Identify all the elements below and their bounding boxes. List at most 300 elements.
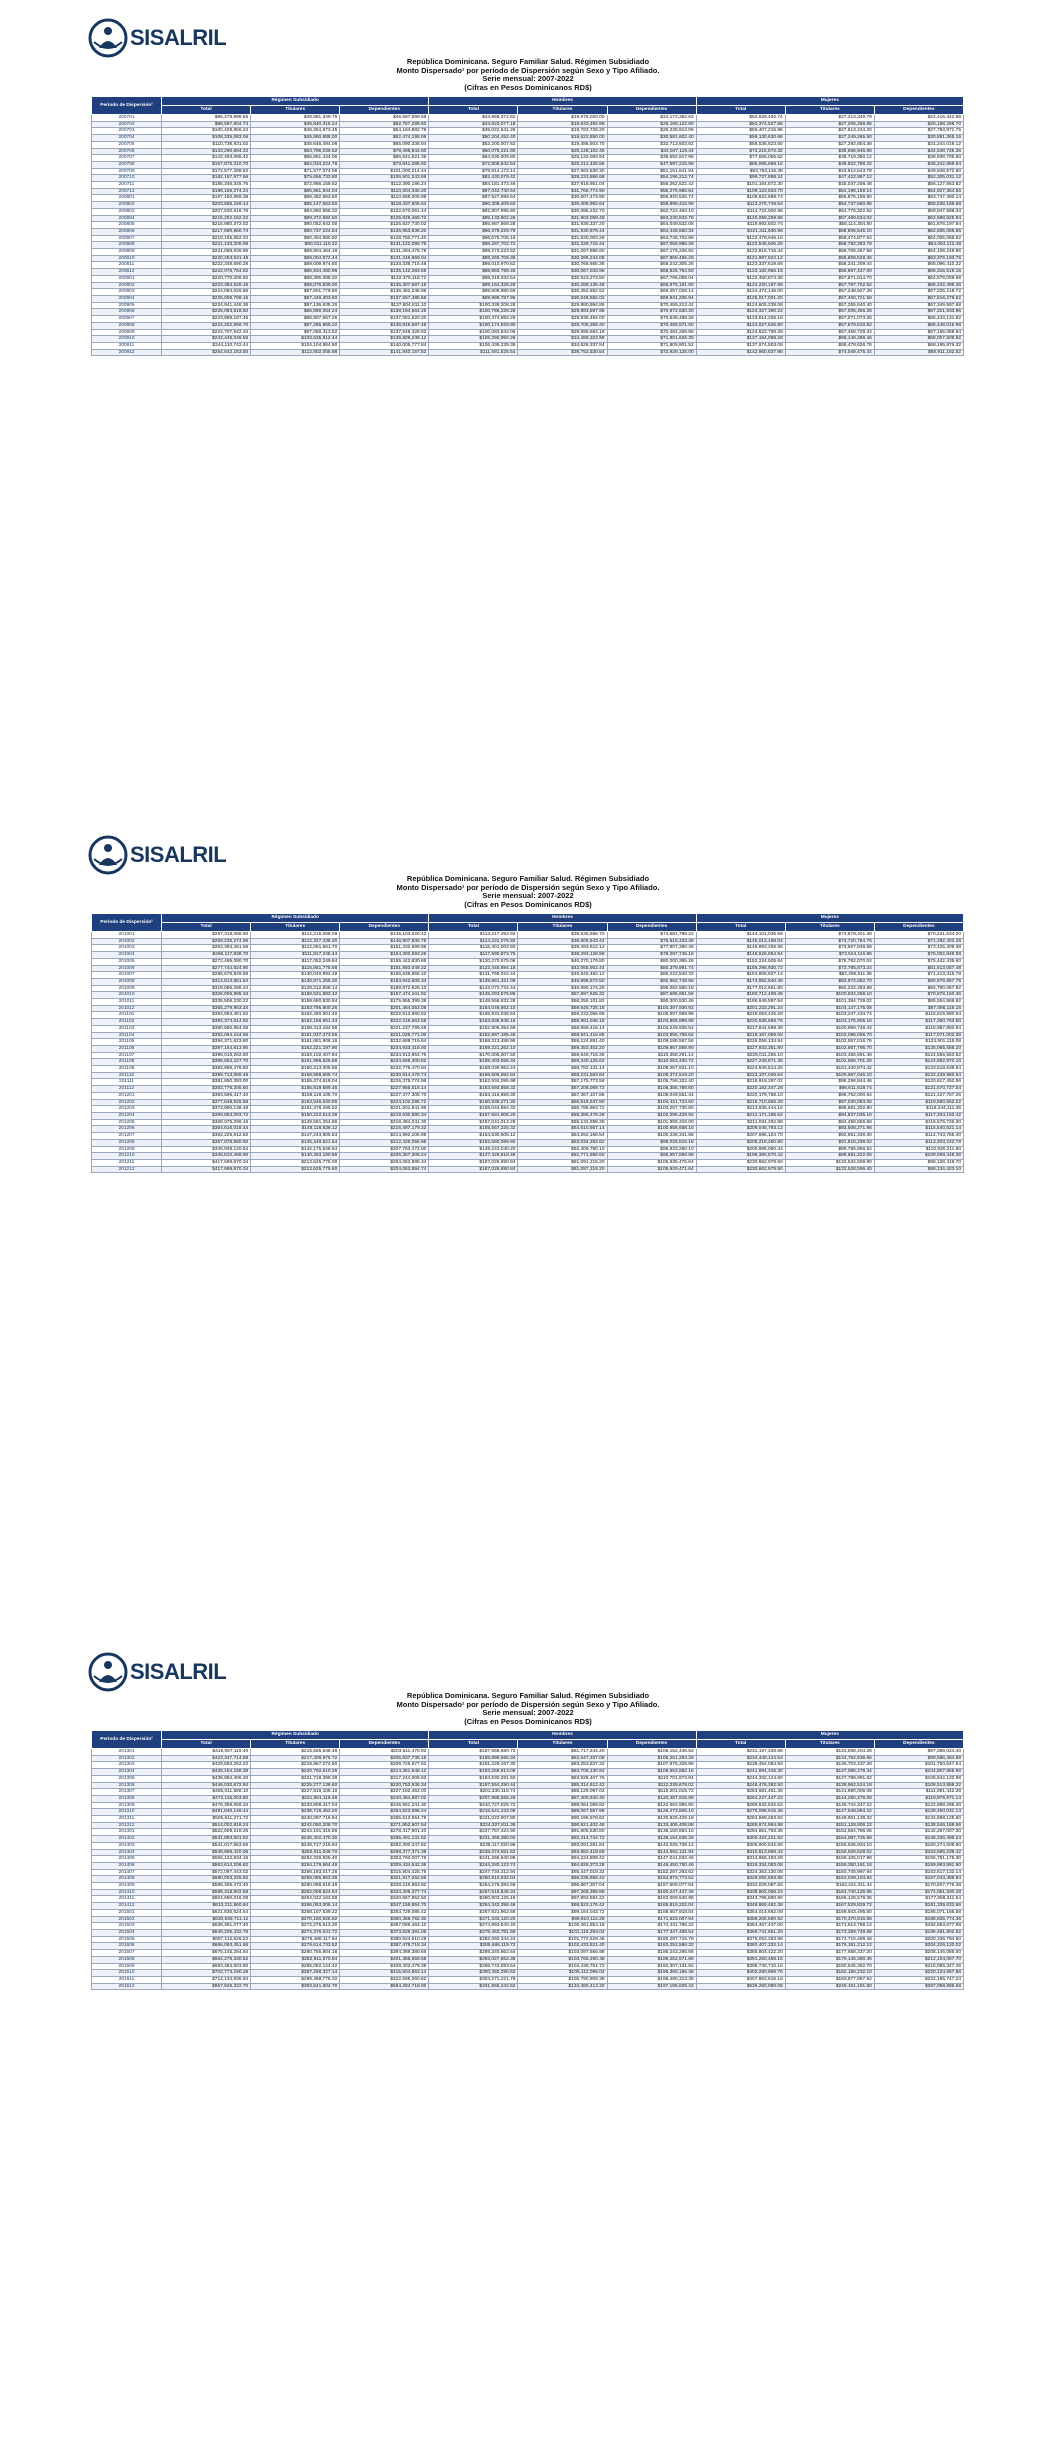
amount-cell: $87,601,779.80 bbox=[251, 289, 340, 296]
amount-cell: $87,400,640.40 bbox=[518, 1795, 607, 1802]
amount-cell: $155,625,934.10 bbox=[785, 1842, 874, 1849]
amount-cell: $77,907,390.48 bbox=[607, 945, 696, 952]
amount-cell: $94,224,808.42 bbox=[518, 1856, 607, 1863]
amount-cell: $223,384,526.16 bbox=[162, 282, 251, 289]
table-row bbox=[92, 1159, 964, 1166]
table-row bbox=[92, 329, 964, 336]
amount-cell: $112,327,438.20 bbox=[251, 938, 340, 945]
amount-cell: $78,814,172.14 bbox=[429, 168, 518, 175]
amount-cell: $248,476,382.50 bbox=[696, 1782, 785, 1789]
amount-cell: $71,801,626.30 bbox=[607, 336, 696, 343]
amount-cell: $58,538,188.68 bbox=[874, 202, 963, 209]
amount-cell: $271,333,120.20 bbox=[429, 1916, 518, 1923]
amount-cell: $136,482,246.86 bbox=[340, 289, 429, 296]
amount-cell: $300,424,221.82 bbox=[696, 1836, 785, 1843]
amount-cell: $24,416,342.96 bbox=[874, 115, 963, 122]
table-row bbox=[92, 235, 964, 242]
amount-cell: $96,675,706.16 bbox=[429, 235, 518, 242]
amount-cell: $130,871,255.20 bbox=[251, 978, 340, 985]
amount-cell: $92,951,339.30 bbox=[785, 1133, 874, 1140]
amount-cell: $114,222,076.92 bbox=[429, 938, 518, 945]
amount-cell: $223,989,187.46 bbox=[162, 316, 251, 323]
amount-cell: $73,524,116.86 bbox=[785, 952, 874, 959]
amount-cell: $170,607,776.38 bbox=[874, 1883, 963, 1890]
amount-cell: $29,706,358.40 bbox=[518, 322, 607, 329]
amount-cell: $203,511,470.92 bbox=[340, 1749, 429, 1756]
table-row bbox=[92, 302, 964, 309]
amount-cell: $100,461,854.18 bbox=[518, 1923, 607, 1930]
amount-cell: $191,229,167.30 bbox=[429, 1762, 518, 1769]
table-row bbox=[92, 1025, 964, 1032]
dispersion-table bbox=[91, 1730, 964, 1990]
amount-cell: $62,722,463.10 bbox=[607, 208, 696, 215]
period-cell: 201404 bbox=[92, 1849, 162, 1856]
amount-cell: $693,484,603.80 bbox=[162, 1963, 251, 1970]
amount-cell: $220,182,347.28 bbox=[696, 1086, 785, 1093]
amount-cell: $168,039,962.24 bbox=[429, 1066, 518, 1073]
amount-cell: $58,806,545.10 bbox=[785, 228, 874, 235]
amount-cell: $110,358,291.14 bbox=[607, 1052, 696, 1059]
amount-cell: $19,783,728.20 bbox=[518, 128, 607, 135]
amount-cell: $132,534,559.80 bbox=[785, 1159, 874, 1166]
amount-cell: $110,204,330.20 bbox=[340, 188, 429, 195]
amount-cell: $105,112,095.04 bbox=[518, 1970, 607, 1977]
amount-cell: $71,577,074.08 bbox=[251, 168, 340, 175]
amount-cell: $402,280,899.76 bbox=[696, 1970, 785, 1977]
amount-cell: $25,212,426.56 bbox=[518, 161, 607, 168]
amount-cell: $130,040,993.48 bbox=[251, 972, 340, 979]
column-group-hombres: Hombres bbox=[429, 914, 696, 923]
period-cell: 201109 bbox=[92, 1066, 162, 1073]
column-header-total: Total bbox=[162, 923, 251, 932]
amount-cell: $166,606,082.84 bbox=[429, 1072, 518, 1079]
amount-cell: $38,752,530.54 bbox=[518, 349, 607, 356]
amount-cell: $145,293,576.88 bbox=[429, 992, 518, 999]
amount-cell: $186,949,597.94 bbox=[696, 999, 785, 1006]
table-row bbox=[92, 175, 964, 182]
amount-cell: $38,535,666.70 bbox=[518, 932, 607, 939]
amount-cell: $139,809,236.12 bbox=[340, 336, 429, 343]
table-row bbox=[92, 135, 964, 142]
amount-cell: $51,151,641.84 bbox=[607, 168, 696, 175]
column-group-hombres: Hombres bbox=[429, 97, 696, 106]
amount-cell: $75,002,848.08 bbox=[874, 952, 963, 959]
table-row bbox=[92, 1079, 964, 1086]
amount-cell: $116,401,002.60 bbox=[429, 945, 518, 952]
amount-cell: $429,683,252.22 bbox=[162, 1762, 251, 1769]
period-cell: 201309 bbox=[92, 1802, 162, 1809]
amount-cell: $387,098,888.58 bbox=[874, 1983, 963, 1990]
amount-cell: $86,129,097.02 bbox=[518, 1789, 607, 1796]
amount-cell: $125,017,001.20 bbox=[696, 295, 785, 302]
amount-cell: $145,103,020.42 bbox=[340, 932, 429, 939]
amount-cell: $70,872,630.30 bbox=[607, 309, 696, 316]
period-cell: 201002 bbox=[92, 938, 162, 945]
amount-cell: $144,692,131.94 bbox=[607, 1849, 696, 1856]
period-cell: 201307 bbox=[92, 1789, 162, 1796]
amount-cell: $186,243,295.66 bbox=[607, 1950, 696, 1957]
amount-cell: $84,181,473.46 bbox=[429, 182, 518, 189]
amount-cell: $100,667,046.10 bbox=[785, 1072, 874, 1079]
amount-cell: $221,501,841.96 bbox=[340, 1106, 429, 1113]
column-group-mujeres: Mujeres bbox=[696, 97, 963, 106]
amount-cell: $417,689,670.34 bbox=[162, 1159, 251, 1166]
amount-cell: $101,772,628.46 bbox=[518, 1936, 607, 1943]
amount-cell: $102,867,795.70 bbox=[785, 1045, 874, 1052]
amount-cell: $55,385,478.28 bbox=[518, 1112, 607, 1119]
amount-cell: $171,813,759.12 bbox=[785, 1923, 874, 1930]
amount-cell: $27,793,971.75 bbox=[874, 128, 963, 135]
amount-cell: $286,676,849.58 bbox=[162, 972, 251, 979]
amount-cell: $137,674,503.08 bbox=[696, 342, 785, 349]
period-cell: 200701 bbox=[92, 115, 162, 122]
amount-cell: $185,346,345.76 bbox=[162, 182, 251, 189]
amount-cell: $162,934,095.98 bbox=[429, 1079, 518, 1086]
amount-cell: $58,474,877.64 bbox=[785, 235, 874, 242]
amount-cell: $109,553,682.16 bbox=[607, 1769, 696, 1776]
amount-cell: $122,845,506.26 bbox=[696, 242, 785, 249]
amount-cell: $38,493,612.12 bbox=[518, 945, 607, 952]
amount-cell: $187,026,690.84 bbox=[429, 1159, 518, 1166]
amount-cell: $79,495,844.60 bbox=[340, 148, 429, 155]
column-header-period: Período de Dispersión² bbox=[92, 1731, 162, 1749]
column-header-total: Total bbox=[696, 1740, 785, 1749]
period-cell: 201509 bbox=[92, 1963, 162, 1970]
amount-cell: $57,400,721.58 bbox=[785, 295, 874, 302]
table-row bbox=[92, 282, 964, 289]
amount-cell: $108,513,858.32 bbox=[874, 1782, 963, 1789]
table-row bbox=[92, 945, 964, 952]
amount-cell: $262,009,524.84 bbox=[251, 1889, 340, 1896]
period-cell: 201304 bbox=[92, 1769, 162, 1776]
amount-cell: $72,956,159.52 bbox=[251, 182, 340, 189]
amount-cell: $244,191,316.86 bbox=[251, 1829, 340, 1836]
table-row bbox=[92, 999, 964, 1006]
period-cell: 201504 bbox=[92, 1929, 162, 1936]
amount-cell: $217,409,976.72 bbox=[251, 1755, 340, 1762]
amount-cell: $193,259,813.08 bbox=[429, 1769, 518, 1776]
amount-cell: $160,213,005.56 bbox=[251, 1066, 340, 1073]
amount-cell: $162,156,951.34 bbox=[251, 1019, 340, 1026]
amount-cell: $234,933,416.00 bbox=[340, 1045, 429, 1052]
amount-cell: $220,179,758.10 bbox=[696, 1092, 785, 1099]
amount-cell: $113,217,452.92 bbox=[429, 932, 518, 939]
amount-cell: $34,626,337.84 bbox=[518, 342, 607, 349]
amount-cell: $69,146,488.46 bbox=[785, 336, 874, 343]
column-header-dependientes: Dependientes bbox=[607, 106, 696, 115]
period-cell: 200905 bbox=[92, 302, 162, 309]
amount-cell: $30,289,136.48 bbox=[518, 282, 607, 289]
amount-cell: $124,327,390.22 bbox=[696, 309, 785, 316]
amount-cell: $702,773,190.28 bbox=[162, 1970, 251, 1977]
period-cell: 200712 bbox=[92, 188, 162, 195]
amount-cell: $165,931,036.64 bbox=[429, 1012, 518, 1019]
amount-cell: $216,710,655.28 bbox=[696, 1099, 785, 1106]
period-cell: 201108 bbox=[92, 1059, 162, 1066]
period-cell: 200806 bbox=[92, 228, 162, 235]
amount-cell: $446,030,672.94 bbox=[162, 1782, 251, 1789]
amount-cell: $100,174,929.90 bbox=[429, 322, 518, 329]
period-cell: 201508 bbox=[92, 1956, 162, 1963]
amount-cell: $176,181,212.12 bbox=[785, 1943, 874, 1950]
amount-cell: $98,597,604.74 bbox=[162, 121, 251, 128]
amount-cell: $134,688,125.60 bbox=[874, 1816, 963, 1823]
table-row bbox=[92, 208, 964, 215]
amount-cell: $55,276,965.64 bbox=[607, 188, 696, 195]
period-cell: 200907 bbox=[92, 316, 162, 323]
amount-cell: $222,513,960.52 bbox=[340, 1012, 429, 1019]
amount-cell: $54,610,567.14 bbox=[518, 1126, 607, 1133]
amount-cell: $397,154,613.90 bbox=[162, 1045, 251, 1052]
sisalril-emblem-icon bbox=[88, 1652, 128, 1692]
amount-cell: $63,230,843.78 bbox=[607, 215, 696, 222]
amount-cell: $155,819,689.46 bbox=[251, 1086, 340, 1093]
amount-cell: $244,110,742.44 bbox=[162, 342, 251, 349]
amount-cell: $328,216,853.92 bbox=[340, 1883, 429, 1890]
amount-cell: $157,041,013.28 bbox=[429, 1119, 518, 1126]
amount-cell: $296,743,893.64 bbox=[429, 1963, 518, 1970]
amount-cell: $224,102,285.72 bbox=[340, 1099, 429, 1106]
period-cell: 200808 bbox=[92, 242, 162, 249]
amount-cell: $89,004,872.44 bbox=[251, 255, 340, 262]
amount-cell: $181,339,632.66 bbox=[874, 1903, 963, 1910]
amount-cell: $272,495,080.70 bbox=[162, 958, 251, 965]
amount-cell: $31,097,996.60 bbox=[518, 249, 607, 256]
period-cell: 201403 bbox=[92, 1842, 162, 1849]
amount-cell: $67,225,218.72 bbox=[874, 289, 963, 296]
amount-cell: $531,893,601.82 bbox=[162, 1836, 251, 1843]
amount-cell: $479,359,658.34 bbox=[162, 1802, 251, 1809]
amount-cell: $46,264,973.45 bbox=[251, 128, 340, 135]
amount-cell: $218,916,297.02 bbox=[696, 1079, 785, 1086]
amount-cell: $556,122,834.16 bbox=[162, 1856, 251, 1863]
amount-cell: $137,081,620.20 bbox=[340, 316, 429, 323]
amount-cell: $58,130,630.66 bbox=[696, 135, 785, 142]
sisalril-emblem-icon bbox=[88, 835, 128, 875]
amount-cell: $122,439,960.54 bbox=[874, 1072, 963, 1079]
amount-cell: $29,893,597.98 bbox=[518, 309, 607, 316]
column-header-dependientes: Dependientes bbox=[874, 106, 963, 115]
amount-cell: $67,165,068.94 bbox=[874, 329, 963, 336]
amount-cell: $196,166,274.24 bbox=[162, 188, 251, 195]
amount-cell: $99,609,880.66 bbox=[429, 289, 518, 296]
amount-cell: $126,953,636.20 bbox=[340, 228, 429, 235]
amount-cell: $289,340,862.64 bbox=[429, 1950, 518, 1957]
amount-cell: $675,145,284.84 bbox=[162, 1950, 251, 1957]
amount-cell: $68,826,764.50 bbox=[607, 269, 696, 276]
amount-cell: $110,930,211.90 bbox=[874, 1146, 963, 1153]
amount-cell: $56,516,547.80 bbox=[518, 1099, 607, 1106]
report-page bbox=[0, 817, 1056, 1636]
column-header-period: Período de Dispersión² bbox=[92, 914, 162, 932]
amount-cell: $258,085,963.36 bbox=[251, 1876, 340, 1883]
amount-cell: $197,150,669.38 bbox=[162, 195, 251, 202]
amount-cell: $321,917,262.56 bbox=[340, 1876, 429, 1883]
table-row bbox=[92, 262, 964, 269]
amount-cell: $380,650,954.06 bbox=[162, 1025, 251, 1032]
amount-cell: $85,314,612.42 bbox=[518, 1782, 607, 1789]
amount-cell: $149,243,040.20 bbox=[429, 1146, 518, 1153]
table-row bbox=[92, 195, 964, 202]
amount-cell: $99,810,112.26 bbox=[518, 1916, 607, 1923]
period-cell: 201302 bbox=[92, 1755, 162, 1762]
period-cell: 200705 bbox=[92, 141, 162, 148]
amount-cell: $119,976,971.14 bbox=[874, 1795, 963, 1802]
amount-cell: $144,250,476.08 bbox=[785, 1795, 874, 1802]
amount-cell: $101,430,874.42 bbox=[785, 1066, 874, 1073]
period-cell: 201510 bbox=[92, 1970, 162, 1977]
sisalril-logo bbox=[88, 18, 226, 58]
amount-cell: $59,646,716.36 bbox=[518, 1052, 607, 1059]
amount-cell: $349,939,120.64 bbox=[162, 1146, 251, 1153]
amount-cell: $86,934,480.96 bbox=[251, 269, 340, 276]
amount-cell: $122,479,946.16 bbox=[696, 235, 785, 242]
amount-cell: $278,614,733.52 bbox=[251, 1943, 340, 1950]
period-cell: 201311 bbox=[92, 1816, 162, 1823]
column-group-hombres: Hombres bbox=[429, 1731, 696, 1740]
column-header-titulares: Titulares bbox=[518, 106, 607, 115]
amount-cell: $221,026,771.00 bbox=[340, 1032, 429, 1039]
period-cell: 200803 bbox=[92, 208, 162, 215]
period-cell: 200911 bbox=[92, 342, 162, 349]
amount-cell: $98,273,223.52 bbox=[429, 249, 518, 256]
amount-cell: $156,635,856.10 bbox=[340, 972, 429, 979]
amount-cell: $175,855,399.38 bbox=[340, 999, 429, 1006]
amount-cell: $28,233,866.68 bbox=[518, 175, 607, 182]
amount-cell: $103,635,812.44 bbox=[251, 336, 340, 343]
amount-cell: $79,878,150.36 bbox=[874, 992, 963, 999]
amount-cell: $398,016,262.60 bbox=[162, 1052, 251, 1059]
amount-cell: $161,037,473.56 bbox=[251, 1032, 340, 1039]
amount-cell: $125,927,730.02 bbox=[340, 222, 429, 229]
amount-cell: $59,899,416.96 bbox=[607, 202, 696, 209]
table-row bbox=[92, 1976, 964, 1983]
table-row bbox=[92, 1883, 964, 1890]
period-cell: 200706 bbox=[92, 148, 162, 155]
amount-cell: $180,287,715.78 bbox=[607, 1936, 696, 1943]
amount-cell: $144,101,035.58 bbox=[696, 932, 785, 939]
amount-cell: $212,429,058.96 bbox=[340, 1139, 429, 1146]
amount-cell: $160,938,271.30 bbox=[429, 1099, 518, 1106]
amount-cell: $285,491,131.52 bbox=[340, 1836, 429, 1843]
amount-cell: $140,005,777.84 bbox=[340, 342, 429, 349]
amount-cell: $53,747,480.14 bbox=[874, 195, 963, 202]
amount-cell: $52,200,007.52 bbox=[429, 141, 518, 148]
period-cell: 200711 bbox=[92, 182, 162, 189]
table-row bbox=[92, 1849, 964, 1856]
amount-cell: $86,482,663.50 bbox=[251, 195, 340, 202]
amount-cell: $99,989,787.96 bbox=[429, 295, 518, 302]
amount-cell: $383,776,205.60 bbox=[162, 1086, 251, 1093]
amount-cell: $24,173,352.62 bbox=[607, 115, 696, 122]
amount-cell: $64,109,248.86 bbox=[874, 249, 963, 256]
amount-cell: $30,067,033.96 bbox=[518, 269, 607, 276]
amount-cell: $57,208,069.72 bbox=[518, 1086, 607, 1093]
amount-cell: $139,154,635.28 bbox=[607, 1836, 696, 1843]
amount-cell: $204,226,120.02 bbox=[874, 1943, 963, 1950]
amount-cell: $142,025,739.12 bbox=[607, 1842, 696, 1849]
amount-cell: $57,871,814.70 bbox=[785, 275, 874, 282]
period-cell: 200809 bbox=[92, 249, 162, 256]
amount-cell: $100,083,844.06 bbox=[429, 329, 518, 336]
amount-cell: $128,450,031.14 bbox=[874, 1809, 963, 1816]
amount-cell: $98,265,709.36 bbox=[429, 255, 518, 262]
amount-cell: $214,361,548.12 bbox=[340, 1769, 429, 1776]
amount-cell: $146,993,258.96 bbox=[696, 945, 785, 952]
amount-cell: $169,221,262.10 bbox=[429, 1045, 518, 1052]
amount-cell: $58,782,131.14 bbox=[518, 1066, 607, 1073]
amount-cell: $309,434,642.36 bbox=[340, 1862, 429, 1869]
amount-cell: $54,196,212.74 bbox=[607, 175, 696, 182]
amount-cell: $145,013,198.04 bbox=[696, 938, 785, 945]
amount-cell: $104,436,761.72 bbox=[518, 1963, 607, 1970]
amount-cell: $167,043,488.94 bbox=[874, 1876, 963, 1883]
table-row bbox=[92, 1755, 964, 1762]
amount-cell: $156,928,629.02 bbox=[785, 1849, 874, 1856]
table-row bbox=[92, 1943, 964, 1950]
table-row bbox=[92, 1012, 964, 1019]
amount-cell: $103,455,691.48 bbox=[785, 1052, 874, 1059]
period-cell: 201012 bbox=[92, 1005, 162, 1012]
amount-cell: $87,136,635.26 bbox=[251, 302, 340, 309]
amount-cell: $596,318,902.58 bbox=[162, 1889, 251, 1896]
amount-cell: $84,034,224.78 bbox=[251, 161, 340, 168]
table-row bbox=[92, 316, 964, 323]
amount-cell: $240,464,887.02 bbox=[340, 1795, 429, 1802]
table-row bbox=[92, 182, 964, 189]
amount-cell: $67,349,597.68 bbox=[874, 302, 963, 309]
amount-cell: $131,284,475.78 bbox=[340, 249, 429, 256]
sisalril-emblem-icon bbox=[88, 18, 128, 58]
table-row bbox=[92, 336, 964, 343]
amount-cell: $97,269,398.88 bbox=[518, 1889, 607, 1896]
amount-cell: $384,373,614.92 bbox=[162, 1019, 251, 1026]
amount-cell: $110,701,873.84 bbox=[607, 1775, 696, 1782]
report-page bbox=[0, 1634, 1056, 2453]
amount-cell: $294,851,793.36 bbox=[696, 1829, 785, 1836]
amount-cell: $177,658,311.54 bbox=[874, 1896, 963, 1903]
table-row bbox=[92, 161, 964, 168]
amount-cell: $54,927,364.56 bbox=[874, 188, 963, 195]
amount-cell: $31,930,679.44 bbox=[518, 228, 607, 235]
table-row bbox=[92, 1829, 964, 1836]
amount-cell: $159,650,830.84 bbox=[251, 999, 340, 1006]
amount-cell: $116,987,850.94 bbox=[874, 1025, 963, 1032]
amount-cell: $155,474,618.04 bbox=[251, 1079, 340, 1086]
amount-cell: $380,407,332.14 bbox=[696, 1943, 785, 1950]
amount-cell: $324,363,130.08 bbox=[696, 1869, 785, 1876]
amount-cell: $29,599,584.18 bbox=[518, 329, 607, 336]
table-row bbox=[92, 1032, 964, 1039]
amount-cell: $380,624,510.28 bbox=[340, 1936, 429, 1943]
table-row bbox=[92, 1106, 964, 1113]
amount-cell: $234,656,400.82 bbox=[340, 1059, 429, 1066]
column-header-dependientes: Dependientes bbox=[607, 923, 696, 932]
amount-cell: $171,523,007.94 bbox=[607, 1916, 696, 1923]
period-cell: 201303 bbox=[92, 1762, 162, 1769]
amount-cell: $27,213,349.79 bbox=[785, 115, 874, 122]
amount-cell: $305,900,542.60 bbox=[696, 1842, 785, 1849]
amount-cell: $83,928,407.76 bbox=[518, 1775, 607, 1782]
amount-cell: $27,292,804.38 bbox=[785, 141, 874, 148]
amount-cell: $94,790,067.92 bbox=[874, 985, 963, 992]
amount-cell: $438,962,406.20 bbox=[162, 1775, 251, 1782]
amount-cell: $151,478,296.52 bbox=[251, 1106, 340, 1113]
amount-cell: $120,617,452.56 bbox=[874, 1079, 963, 1086]
amount-cell: $89,067,567.98 bbox=[518, 1809, 607, 1816]
table-row bbox=[92, 242, 964, 249]
amount-cell: $90,011,110.22 bbox=[251, 242, 340, 249]
